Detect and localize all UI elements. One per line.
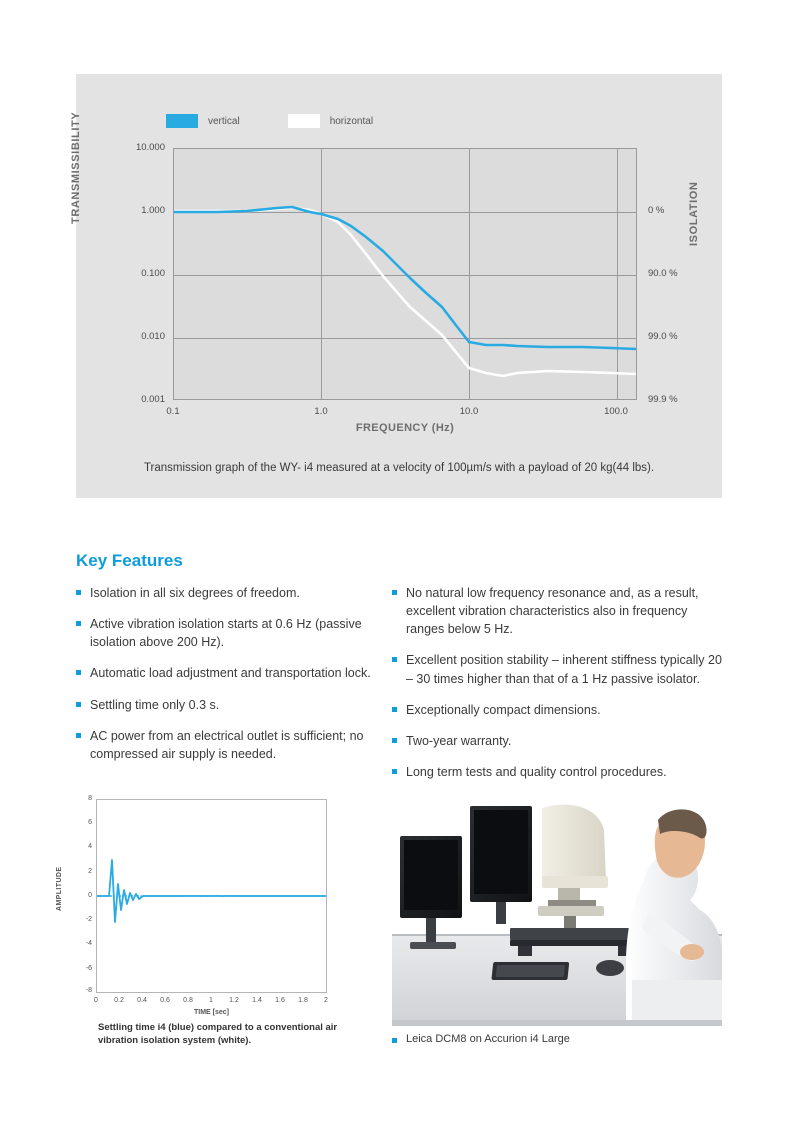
feature-text: AC power from an electrical outlet is sufficient; no compressed air supply is needed. <box>90 728 364 761</box>
settling-x-tick-2: 2 <box>324 997 328 1004</box>
settling-x-tick-18: 1.8 <box>298 997 308 1004</box>
feature-text: Automatic load adjustment and transportation lock. <box>90 666 371 681</box>
legend-entry-vertical <box>166 114 240 128</box>
settling-x-tick-0: 0 <box>94 997 98 1004</box>
chart-legend <box>166 114 373 128</box>
feature-text: Active vibration isolation starts at 0.6 Hz (passive isolation above 200 Hz). <box>90 617 362 650</box>
photo-caption <box>392 1033 570 1045</box>
bullet-icon <box>76 733 81 738</box>
product-photo-illustration <box>392 784 722 1026</box>
y2-tick-99: 99.0 % <box>648 331 678 342</box>
key-features-title: Key Features <box>76 551 183 570</box>
settling-y-tick-4: 4 <box>88 843 92 850</box>
settling-y-tick-neg8: -8 <box>85 987 92 994</box>
list-item <box>76 615 376 651</box>
y-tick-1000: 1.000 <box>141 205 165 216</box>
y-tick-0001: 0.001 <box>141 394 165 405</box>
settling-x-tick-12: 1.2 <box>229 997 239 1004</box>
settling-x-axis-title: TIME [sec] <box>193 1009 229 1016</box>
settling-y-tick-0: 0 <box>88 892 92 899</box>
settling-series-conventional <box>97 822 326 956</box>
settling-x-tick-14: 1.4 <box>252 997 262 1004</box>
settling-time-chart-panel <box>56 793 338 1048</box>
settling-y-tick-2: 2 <box>88 868 92 875</box>
settling-x-tick-08: 0.8 <box>183 997 193 1004</box>
settling-x-tick-04: 0.4 <box>137 997 147 1004</box>
bullet-icon <box>392 590 397 595</box>
feature-text: No natural low frequency resonance and, as a result, excellent vibration characteristics also in frequency ranges below 5 Hz. <box>406 586 699 637</box>
settling-x-tick-16: 1.6 <box>275 997 285 1004</box>
feature-text: Settling time only 0.3 s. <box>90 697 220 712</box>
bullet-icon <box>392 1038 397 1043</box>
x-tick-01: 0.1 <box>166 406 180 417</box>
transmission-chart-panel <box>70 74 722 498</box>
legend-swatch-vertical <box>166 114 198 128</box>
key-features-left-column <box>76 584 376 776</box>
bullet-icon <box>392 769 397 774</box>
y-tick-0010: 0.010 <box>141 331 165 342</box>
feature-text: Two-year warranty. <box>406 733 512 748</box>
series-vertical-path <box>174 207 636 349</box>
legend-swatch-horizontal <box>288 114 320 128</box>
list-item <box>392 763 722 781</box>
y-tick-10000: 10.000 <box>135 142 165 153</box>
bullet-icon <box>392 707 397 712</box>
settling-y-tick-neg4: -4 <box>85 940 92 947</box>
settling-series-svg <box>97 800 326 992</box>
series-horizontal-path <box>174 208 636 376</box>
list-item <box>76 584 376 602</box>
feature-text: Excellent position stability – inherent stiffness typically 20 – 30 times higher than that of a 1 Hz passive isolator. <box>406 653 722 686</box>
settling-y-tick-6: 6 <box>88 819 92 826</box>
key-features-right-column <box>392 584 722 794</box>
list-item <box>392 732 722 750</box>
settling-y-tick-8: 8 <box>88 795 92 802</box>
y2-tick-90: 90.0 % <box>648 268 678 279</box>
product-photo <box>392 784 722 1026</box>
y-tick-0100: 0.100 <box>141 268 165 279</box>
bullet-icon <box>392 657 397 662</box>
settling-x-tick-06: 0.6 <box>160 997 170 1004</box>
y2-tick-0: 0 % <box>648 205 665 216</box>
settling-y-tick-neg6: -6 <box>85 965 92 972</box>
bullet-icon <box>392 738 397 743</box>
settling-y-axis-title: AMPLITUDE <box>56 866 63 911</box>
x-axis-title: FREQUENCY (Hz) <box>355 422 455 434</box>
photo-caption-text: Leica DCM8 on Accurion i4 Large <box>406 1033 570 1045</box>
list-item <box>76 696 376 714</box>
feature-text: Isolation in all six degrees of freedom. <box>90 586 300 600</box>
bullet-icon <box>76 702 81 707</box>
settling-chart-caption: Settling time i4 (blue) compared to a conventional air vibration isolation system (white). <box>98 1022 338 1046</box>
x-tick-1000: 100.0 <box>604 406 628 417</box>
y2-axis-title: ISOLATION <box>688 181 700 246</box>
settling-plot-area <box>96 799 327 993</box>
list-item <box>392 701 722 719</box>
bullet-icon <box>76 670 81 675</box>
legend-entry-horizontal <box>288 114 373 128</box>
legend-label-vertical: vertical <box>208 115 240 127</box>
transmission-chart-caption: Transmission graph of the WY- i4 measured at a velocity of 100µm/s with a payload of 20 kg(44 lbs). <box>143 462 655 474</box>
bullet-icon <box>76 590 81 595</box>
list-item <box>76 727 376 763</box>
list-item <box>76 664 376 682</box>
feature-text: Exceptionally compact dimensions. <box>406 702 601 717</box>
settling-x-tick-1: 1 <box>209 997 213 1004</box>
x-tick-100: 10.0 <box>459 406 479 417</box>
plot-area <box>173 148 637 400</box>
feature-text: Long term tests and quality control procedures. <box>406 764 667 779</box>
legend-label-horizontal: horizontal <box>329 115 374 127</box>
x-tick-10: 1.0 <box>314 406 328 417</box>
y-axis-title: TRANSMISSIBILITY <box>70 111 82 224</box>
bullet-icon <box>76 621 81 626</box>
transmission-series-svg <box>174 149 636 399</box>
list-item <box>392 584 722 638</box>
settling-x-tick-02: 0.2 <box>114 997 124 1004</box>
y2-tick-999: 99.9 % <box>648 394 678 405</box>
settling-y-tick-neg2: -2 <box>85 916 92 923</box>
list-item <box>392 651 722 687</box>
